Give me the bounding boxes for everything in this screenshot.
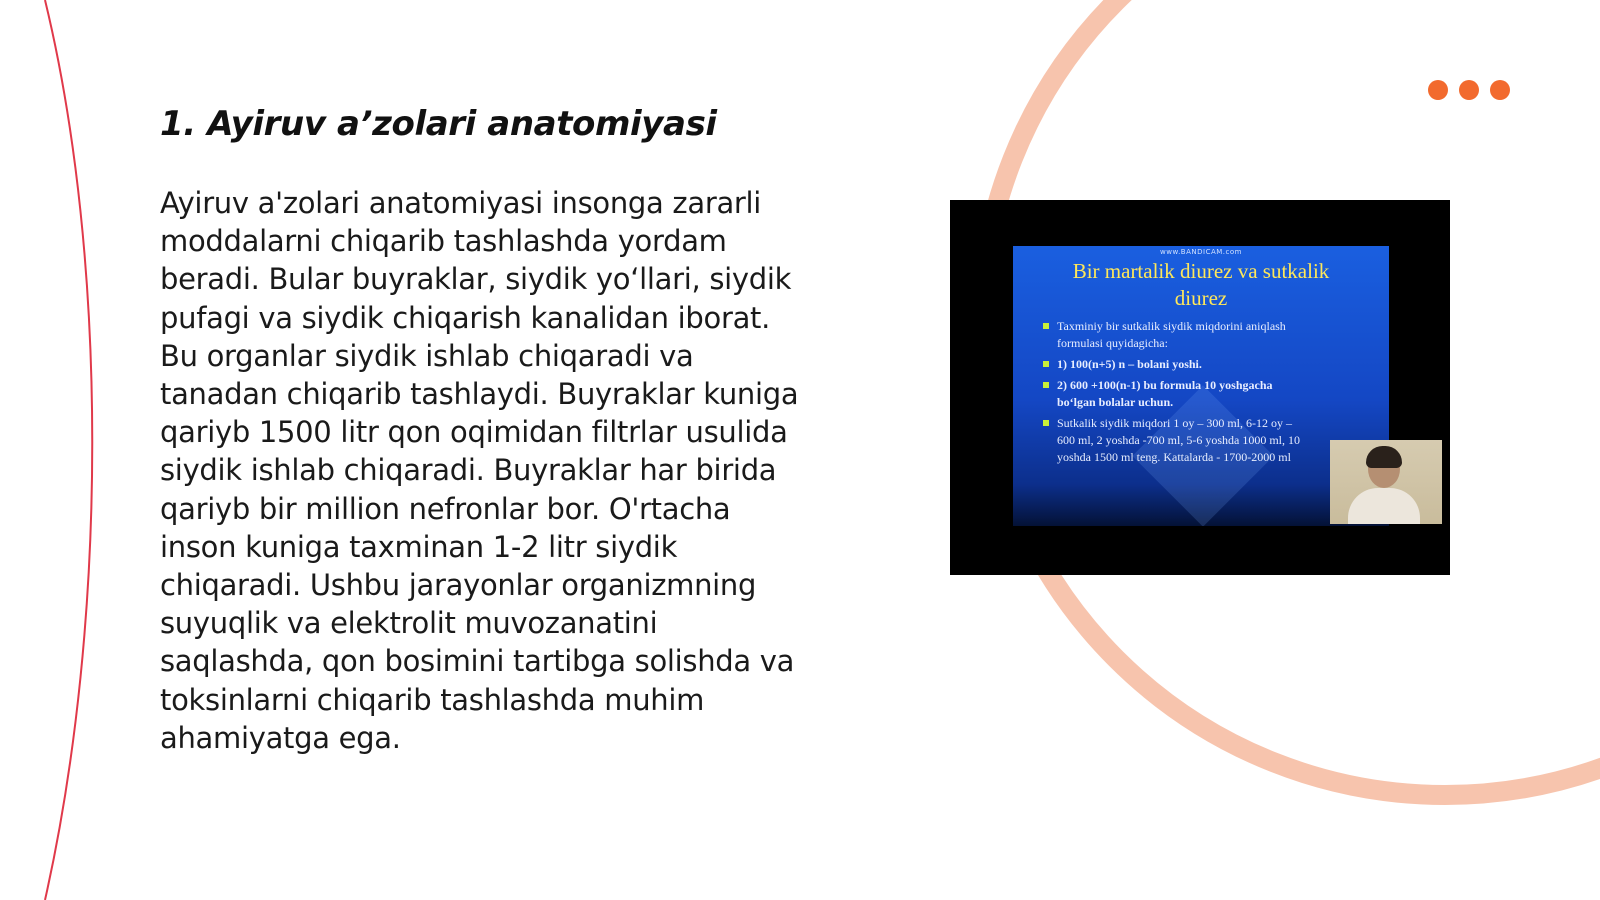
body-line: Ayiruv a'zolari anatomiyasi insonga zararli (160, 186, 762, 220)
presenter-torso (1348, 488, 1420, 524)
embedded-bullet (1043, 415, 1359, 466)
body-line: beradi. Bular buyraklar, siydik yo‘llari, siydik (160, 262, 792, 297)
bullet-square-icon (1043, 361, 1049, 367)
more-dots-icon (1428, 80, 1510, 100)
webcam-overlay (1330, 440, 1442, 524)
body-line: tanadan chiqarib tashlaydi. Buyraklar kuniga (160, 377, 799, 412)
embedded-video-screenshot (950, 200, 1450, 575)
presenter-hair (1366, 446, 1402, 468)
body-line: chiqaradi. Ushbu jarayonlar organizmning (160, 568, 757, 603)
dot (1459, 80, 1479, 100)
dot (1490, 80, 1510, 100)
bullet-line: Taxminiy bir sutkalik siydik miqdorini aniqlash (1057, 319, 1286, 333)
left-accent-line (45, 0, 92, 900)
body-line: toksinlarni chiqarib tashlashda muhim (160, 682, 705, 717)
bullet-line: 1) 100(n+5) n – bolani yoshi. (1057, 357, 1202, 371)
embedded-bullet (1043, 318, 1359, 352)
body-line: Bu organlar siydik ishlab chiqaradi va (160, 338, 694, 373)
body-line: qariyb 1500 litr qon oqimidan filtrlar usulida (160, 415, 788, 450)
embedded-title-line: diurez (1174, 286, 1228, 310)
body-line: suyuqlik va elektrolit muvozanatini (160, 606, 658, 641)
bullet-line: formulasi quyidagicha: (1057, 336, 1168, 350)
embedded-bullet (1043, 377, 1359, 411)
watermark-text: www.BANDICAM.com (1160, 248, 1242, 256)
dot (1428, 80, 1448, 100)
embedded-bullet (1043, 356, 1359, 373)
bullet-line: 2) 600 +100(n-1) bu formula 10 yoshgacha (1057, 378, 1273, 392)
bullet-line: bo‘lgan bolalar uchun. (1057, 395, 1174, 409)
bullet-square-icon (1043, 420, 1049, 426)
bullet-square-icon (1043, 382, 1049, 388)
bullet-line: Sutkalik siydik miqdori 1 oy – 300 ml, 6-12 oy – (1057, 416, 1293, 430)
body-line: inson kuniga taxminan 1-2 litr siydik (160, 529, 678, 564)
body-line: moddalarni chiqarib tashlashda yordam (160, 224, 727, 259)
bullet-line: yoshda 1500 ml teng. Kattalarda - 1700-2000 ml (1057, 450, 1291, 464)
body-line: saqlashda, qon bosimini tartibga solishda va (160, 644, 795, 679)
bullet-line: 600 ml, 2 yoshda -700 ml, 5-6 yoshda 1000 ml, 10 (1057, 433, 1300, 447)
body-line: ahamiyatga ega. (160, 720, 401, 755)
body-paragraph (160, 184, 850, 757)
body-line: qariyb bir million nefronlar bor. O'rtacha (160, 491, 731, 526)
body-line: siydik ishlab chiqaradi. Buyraklar har birida (160, 453, 777, 488)
embedded-slide-title (1023, 258, 1379, 312)
bullet-square-icon (1043, 323, 1049, 329)
page-title: 1. Ayiruv a’zolari anatomiyasi (160, 104, 717, 144)
embedded-title-line: Bir martalik diurez va sutkalik (1072, 259, 1330, 283)
body-line: pufagi va siydik chiqarish kanalidan iborat. (160, 300, 771, 335)
